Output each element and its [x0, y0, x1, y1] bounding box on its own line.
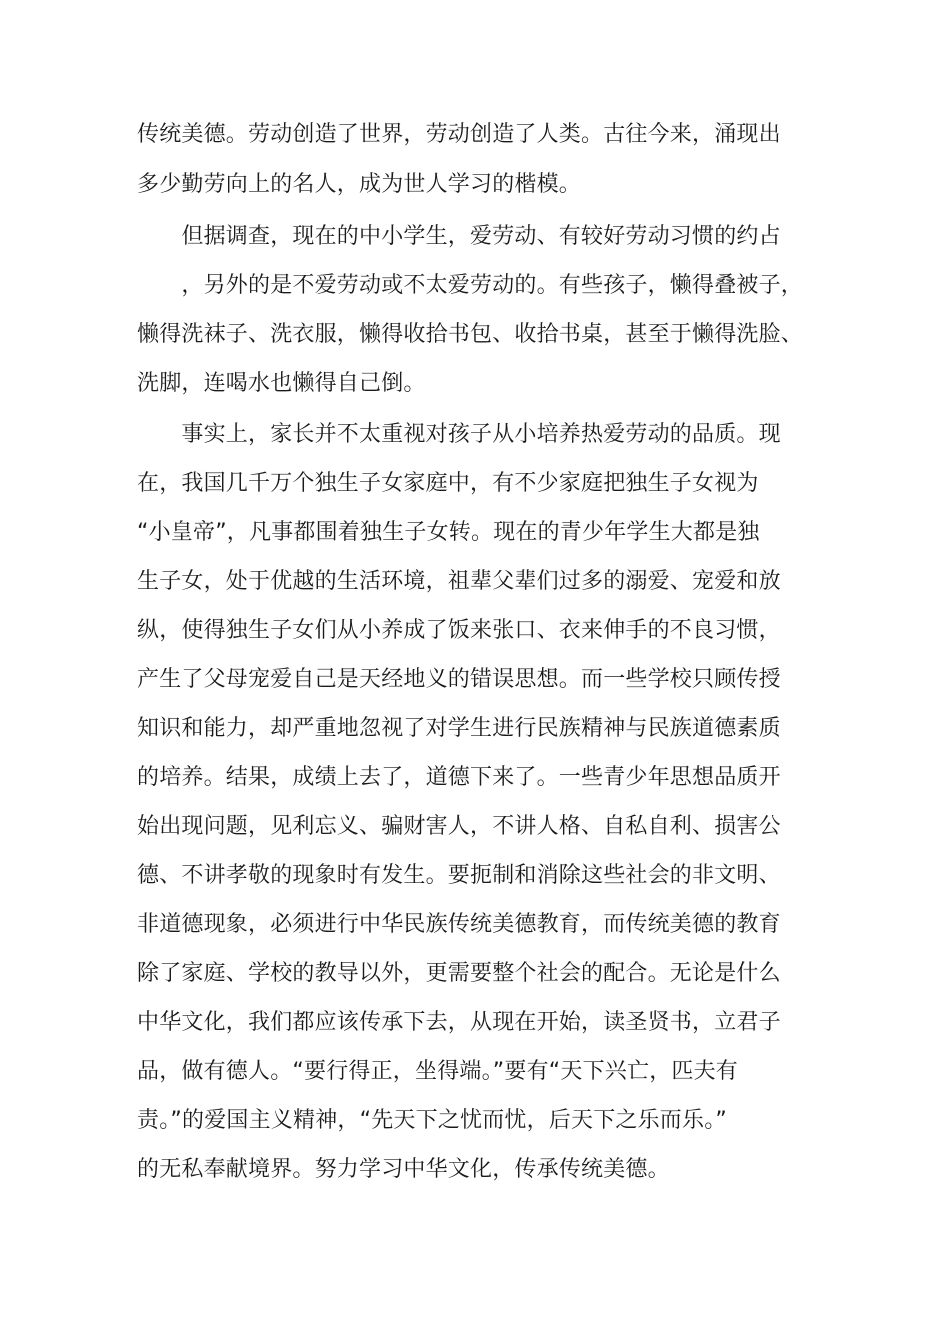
text-line: 多少勤劳向上的名人，成为世人学习的楷模。: [137, 172, 582, 197]
text-line: 洗脚，连喝水也懒得自己倒。: [137, 371, 426, 396]
text-line: ，另外的是不爱劳动或不太爱劳动的。有些孩子，懒得叠被子，: [137, 273, 804, 298]
text-line: 的无私奉献境界。努力学习中华文化，传承传统美德。: [137, 1157, 670, 1182]
text-line: 知识和能力，却严重地忽视了对学生进行民族精神与民族道德素质: [137, 716, 781, 741]
text-line: 传统美德。劳动创造了世界，劳动创造了人类。古往今来，涌现出: [137, 122, 781, 147]
text-line: 品，做有德人。“要行得正，坐得端。”要有“天下兴亡，匹夫有: [137, 1059, 738, 1084]
text-line: 中华文化，我们都应该传承下去，从现在开始，读圣贤书，立君子: [137, 1010, 781, 1035]
text-line: 的培养。结果，成绩上去了，道德下来了。一些青少年思想品质开: [137, 765, 781, 790]
text-line: 除了家庭、学校的教导以外，更需要整个社会的配合。无论是什么: [137, 961, 781, 986]
text-line: 在，我国几千万个独生子女家庭中，有不少家庭把独生子女视为: [137, 471, 759, 496]
text-line: 纵，使得独生子女们从小养成了饭来张口、衣来伸手的不良习惯，: [137, 618, 781, 643]
text-line: 责。”的爱国主义精神，“先天下之忧而忧，后天下之乐而乐。”: [137, 1108, 727, 1133]
text-line: 事实上，家长并不太重视对孩子从小培养热爱劳动的品质。现: [137, 422, 781, 447]
text-line: 始出现问题，见利忘义、骗财害人，不讲人格、自私自利、损害公: [137, 814, 781, 839]
text-line: 但据调查，现在的中小学生，爱劳动、有较好劳动习惯的约占: [137, 224, 781, 249]
text-line: “小皇帝”，凡事都围着独生子女转。现在的青少年学生大都是独: [137, 520, 760, 545]
text-line: 非道德现象，必须进行中华民族传统美德教育，而传统美德的教育: [137, 912, 781, 937]
text-line: 产生了父母宠爱自己是天经地义的错误思想。而一些学校只顾传授: [137, 667, 781, 692]
text-line: 生子女，处于优越的生活环境，祖辈父辈们过多的溺爱、宠爱和放: [137, 569, 781, 594]
text-line: 懒得洗袜子、洗衣服，懒得收拾书包、收拾书桌，甚至于懒得洗脸、: [137, 322, 804, 347]
text-line: 德、不讲孝敬的现象时有发生。要扼制和消除这些社会的非文明、: [137, 863, 781, 888]
